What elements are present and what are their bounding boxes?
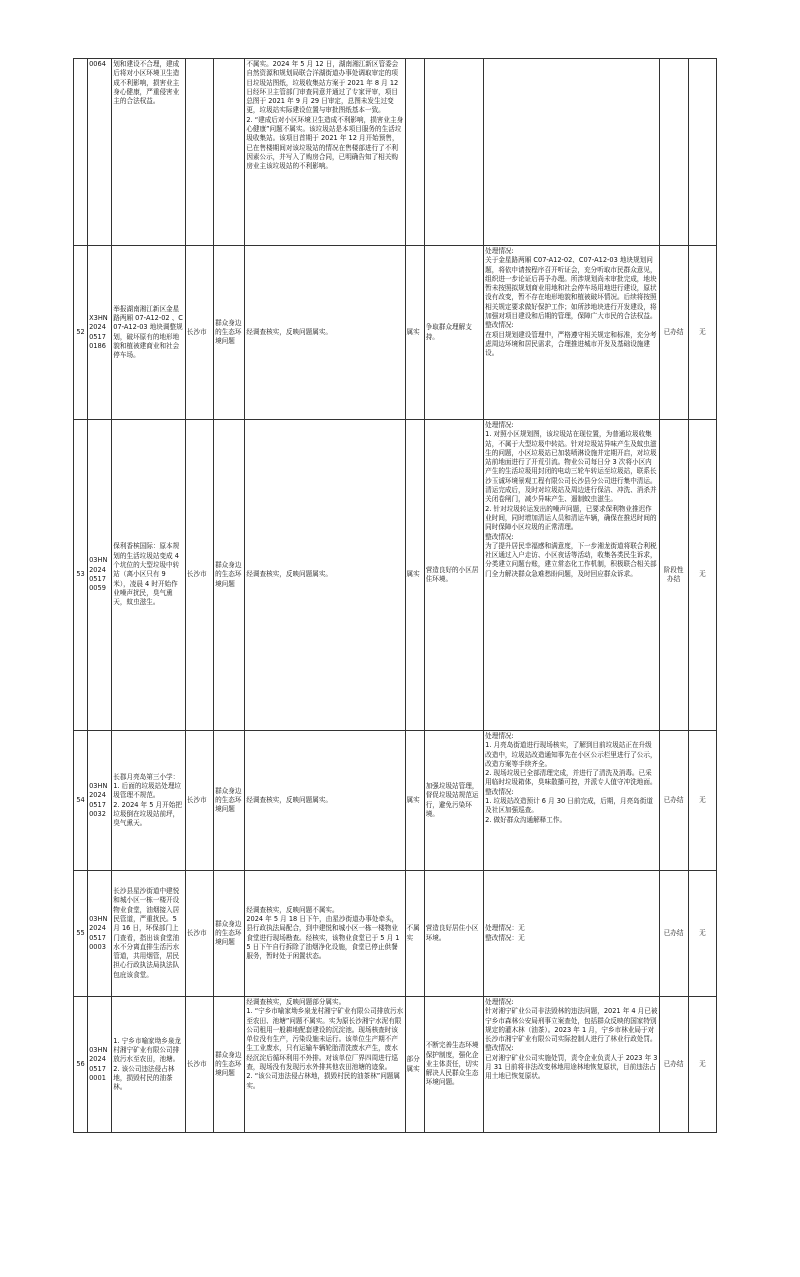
table-row: [74, 997, 717, 1133]
accountability-cell: 无: [688, 420, 716, 731]
handling-cell: [484, 59, 659, 246]
seq-cell: 56: [74, 997, 88, 1133]
goal-cell: 营造良好的小区居住环境。: [424, 420, 483, 731]
table-row: [74, 59, 717, 246]
goal-cell: 加强垃圾站管理，督促垃圾站规范运行，避免污染环境。: [424, 731, 483, 871]
code-cell: 03HN 2024 0517 0001: [88, 997, 112, 1133]
handling-cell: 处理情况: 1. 月亮岛街道进行现场核实，了解到目前垃圾站正在升级改造中，垃圾站改造通知事先在小区公示栏里进行了公示，改造方案等手续齐全。 2. 现场垃圾已全部清理完成，并进行了清洗及消毒。已采用临时垃圾箱体，臭味散播可控，并派专人值守冲洗地面。 整改情况: 1. 垃圾站改造预计 6 月 30 日前完成，后期，月亮岛街道及社区加强巡查。 2. 做好群众沟通解释工作。: [484, 731, 659, 871]
table-row: [74, 731, 717, 871]
status-cell: 已办结: [659, 871, 688, 997]
region-cell: 长沙市: [185, 420, 213, 731]
verdict-cell: 部分属实: [405, 997, 424, 1133]
table-row: [74, 246, 717, 420]
category-cell: 群众身边的生态环境问题: [214, 997, 245, 1133]
handling-cell: 处理情况: 关于金星路两厢 C07-A12-02、C07-A12-03 地块规划问题，将依申请按程序召开听证会，充分听取市民群众意见，组织进一步论证后再予办理。所涉规划尚未审批完成，地块暂未按照拟规划商业用地和社会停车场用地进行建设，原状没有改变，暂不存在地形地貌和植被破坏情况。后续将按照相关规定要求做好保护工作；如所涉地块进行开发建设，将加强对项目建设和后期的管理，保障广大市民的合法权益。 整改情况: 在项目规划建设管理中，严格遵守相关规定和标准，充分考虑周边环境和居民需求，合理推进城市开发及基础设施建设。: [484, 246, 659, 420]
complaint-table: [73, 58, 717, 1133]
accountability-cell: 无: [688, 246, 716, 420]
status-cell: 已办结: [659, 731, 688, 871]
code-cell: 03HN 2024 0517 0003: [88, 871, 112, 997]
region-cell: 长沙市: [185, 997, 213, 1133]
accountability-cell: [688, 59, 716, 246]
complaint-cell: 划和建设不合理，建成后将对小区环境卫生造成不利影响，损害业主身心健康，严重侵害业主的合法权益。: [112, 59, 186, 246]
seq-cell: [74, 59, 88, 246]
table-row: [74, 871, 717, 997]
verdict-cell: 不属实: [405, 871, 424, 997]
status-cell: [659, 59, 688, 246]
region-cell: 长沙市: [185, 871, 213, 997]
result-cell: 经调查核实，反映问题不属实。 2024 年 5 月 18 日下午，由星沙街道办事处牵头，县行政执法局配合，到中建悦和城小区一栋一楼物业食堂进行现场勘查。经核实，该物业食堂已于 5 月 15 日下午自行拆除了油烟净化设施，食堂已停止供餐服务，暂时处于闲置状态。: [245, 871, 405, 997]
status-cell: 已办结: [659, 246, 688, 420]
result-cell: 不属实。2024 年 5 月 12 日，湖南湘江新区管委会自然资源和规划局联合洋湖街道办事处调取审定的项目垃圾站图纸，垃圾收集站方案于 2021 年 8 月 12 日经环卫主管部门审查同意并通过了专家评审，项目总图于 2021 年 9 月 29 日审定，总图未发生过变更，垃圾站实际建设位置与审批图纸基本一致。 2. “建成后对小区环境卫生造成不利影响，损害业主身心健康”问题不属实。该垃圾站是本项目服务的生活垃圾收集站。该项目首期于 2021 年 12 月开始预售，已在售楼期间对该垃圾站的情况在售楼部进行了不利因素公示，并写入了购房合同，已明确告知了相关购房业主该垃圾站的不利影响。: [245, 59, 405, 246]
category-cell: [214, 59, 245, 246]
goal-cell: 营造良好居住小区环境。: [424, 871, 483, 997]
verdict-cell: 属实: [405, 246, 424, 420]
region-cell: 长沙市: [185, 246, 213, 420]
handling-cell: 处理情况: 1. 对照小区规划图，该垃圾站在现位置，为普通垃圾收集站，不属于大型垃圾中转站。针对垃圾站异味产生及蚊虫滋生的问题，小区垃圾站已加装喷淋设施并定期开启，对垃圾站前地面进行了开荒引流。物业公司每日分 3 次将小区内产生的生活垃圾用封闭的电动三轮车转运至垃圾站，联系长沙玉诚环境景观工程有限公司长沙县分公司进行集中清运。清运完成后，及时对垃圾站及周边进行保洁、冲洗、消杀并关闭卷闸门，减少异味产生、遏制蚊虫滋生。 2. 针对垃圾转运发出的噪声问题，已要求保利物业推迟作业时间，同时增加清运人员和清运车辆，确保在推迟时间的同时保障小区垃圾的正常清理。 整改情况: 为了提升居民幸福感和满意度，下一步湘龙街道将联合利税社区通过入户走访、小区夜话等活动，收集各类民生诉求，分类建立问题台账，建立常态化工作机制，积极联合相关部门全力解决群众急难愁盼问题，及时回应群众诉求。: [484, 420, 659, 731]
complaint-cell: 举报湖南湘江新区金星路两厢 07-A12-02 、C07-A12-03 地块调整规划，破坏原有的地形地貌和植被建商业和社会停车场。: [112, 246, 186, 420]
code-cell: 0064: [88, 59, 112, 246]
code-cell: 03HN 2024 0517 0032: [88, 731, 112, 871]
complaint-cell: 长郡月亮岛第三小学： 1. 后面的垃圾站处理垃圾管理不规范。 2. 2024 年 5 月开始把垃圾倒在垃圾站前坪，臭气熏天。: [112, 731, 186, 871]
accountability-cell: 无: [688, 871, 716, 997]
code-cell: 03HN 2024 0517 0059: [88, 420, 112, 731]
category-cell: 群众身边的生态环境问题: [214, 420, 245, 731]
handling-cell: 处理情况：无 整改情况：无: [484, 871, 659, 997]
accountability-cell: 无: [688, 731, 716, 871]
verdict-cell: 属实: [405, 731, 424, 871]
category-cell: 群众身边的生态环境问题: [214, 871, 245, 997]
category-cell: 群众身边的生态环境问题: [214, 731, 245, 871]
category-cell: 群众身边的生态环境问题: [214, 246, 245, 420]
verdict-cell: [405, 59, 424, 246]
complaint-cell: 保利香槟国际：原本规划的生活垃圾站变成 4 个坑位的大型垃圾中转站（离小区只有 9 米），凌晨 4 时开始作业噪声扰民，臭气熏天，蚊虫滋生。: [112, 420, 186, 731]
seq-cell: 54: [74, 731, 88, 871]
result-cell: 经调查核实，反映问题属实。: [245, 420, 405, 731]
seq-cell: 53: [74, 420, 88, 731]
code-cell: X3HN 2024 0517 0186: [88, 246, 112, 420]
complaint-cell: 长沙县星沙街道中建悦和城小区一栋一楼开设物业食堂，油烟接入居民管道，严重扰民。5 月 16 日，环保部门上门查看，指出该食堂油水不分离直排生活污水管道，共用烟管，居民担心行政执法局执法队包庇该食堂。: [112, 871, 186, 997]
goal-cell: 争取群众理解支持。: [424, 246, 483, 420]
result-cell: 经调查核实，反映问题部分属实。 1. “宁乡市喻家坳乡泉龙村湘宁矿业有限公司排放污水至农田、池塘”问题不属实。实为原长沙湘宁水泥有限公司租用一般耕地配套建设的沉淀池。现场核查时该单位没有生产，污染设施未运行。该单位生产期不产生工业废水，只有运输车辆轮胎清洗废水产生，废水经沉淀后循环利用不外排。对该单位厂界四周进行巡查，现场没有发现污水外排其他农田池塘的迹象。 2. “该公司违法侵占林地，损毁村民的油茶林”问题属实。: [245, 997, 405, 1133]
status-cell: 阶段性办结: [659, 420, 688, 731]
accountability-cell: 无: [688, 997, 716, 1133]
complaint-cell: 1. 宁乡市喻家坳乡泉龙村湘宁矿业有限公司排放污水至农田，池塘。 2. 该公司违法侵占林地，损毁村民的油茶林。: [112, 997, 186, 1133]
goal-cell: 不断完善生态环境保护制度，强化企业主体责任，切实解决人民群众生态环境问题。: [424, 997, 483, 1133]
region-cell: 长沙市: [185, 731, 213, 871]
handling-cell: 处理情况: 针对湘宁矿业公司非法毁林的违法问题，2021 年 4 月已被宁乡市森林公安局刑事立案查处，包括群众反映的国家特别规定的灌木林（油茶）。2023 年 1 月，宁乡市林业局于对长沙市湘宁矿业有限公司实际控制人进行了林业行政处罚。 整改情况: 已对湘宁矿业公司实施处罚，责令企业负责人于 2023 年 3 月 31 日前将非法改变林地用途林地恢复原状，目前违法占用土地已恢复原状。: [484, 997, 659, 1133]
result-cell: 经调查核实，反映问题属实。: [245, 731, 405, 871]
goal-cell: [424, 59, 483, 246]
result-cell: 经调查核实，反映问题属实。: [245, 246, 405, 420]
verdict-cell: 属实: [405, 420, 424, 731]
seq-cell: 55: [74, 871, 88, 997]
table-row: [74, 420, 717, 731]
status-cell: 已办结: [659, 997, 688, 1133]
seq-cell: 52: [74, 246, 88, 420]
region-cell: [185, 59, 213, 246]
